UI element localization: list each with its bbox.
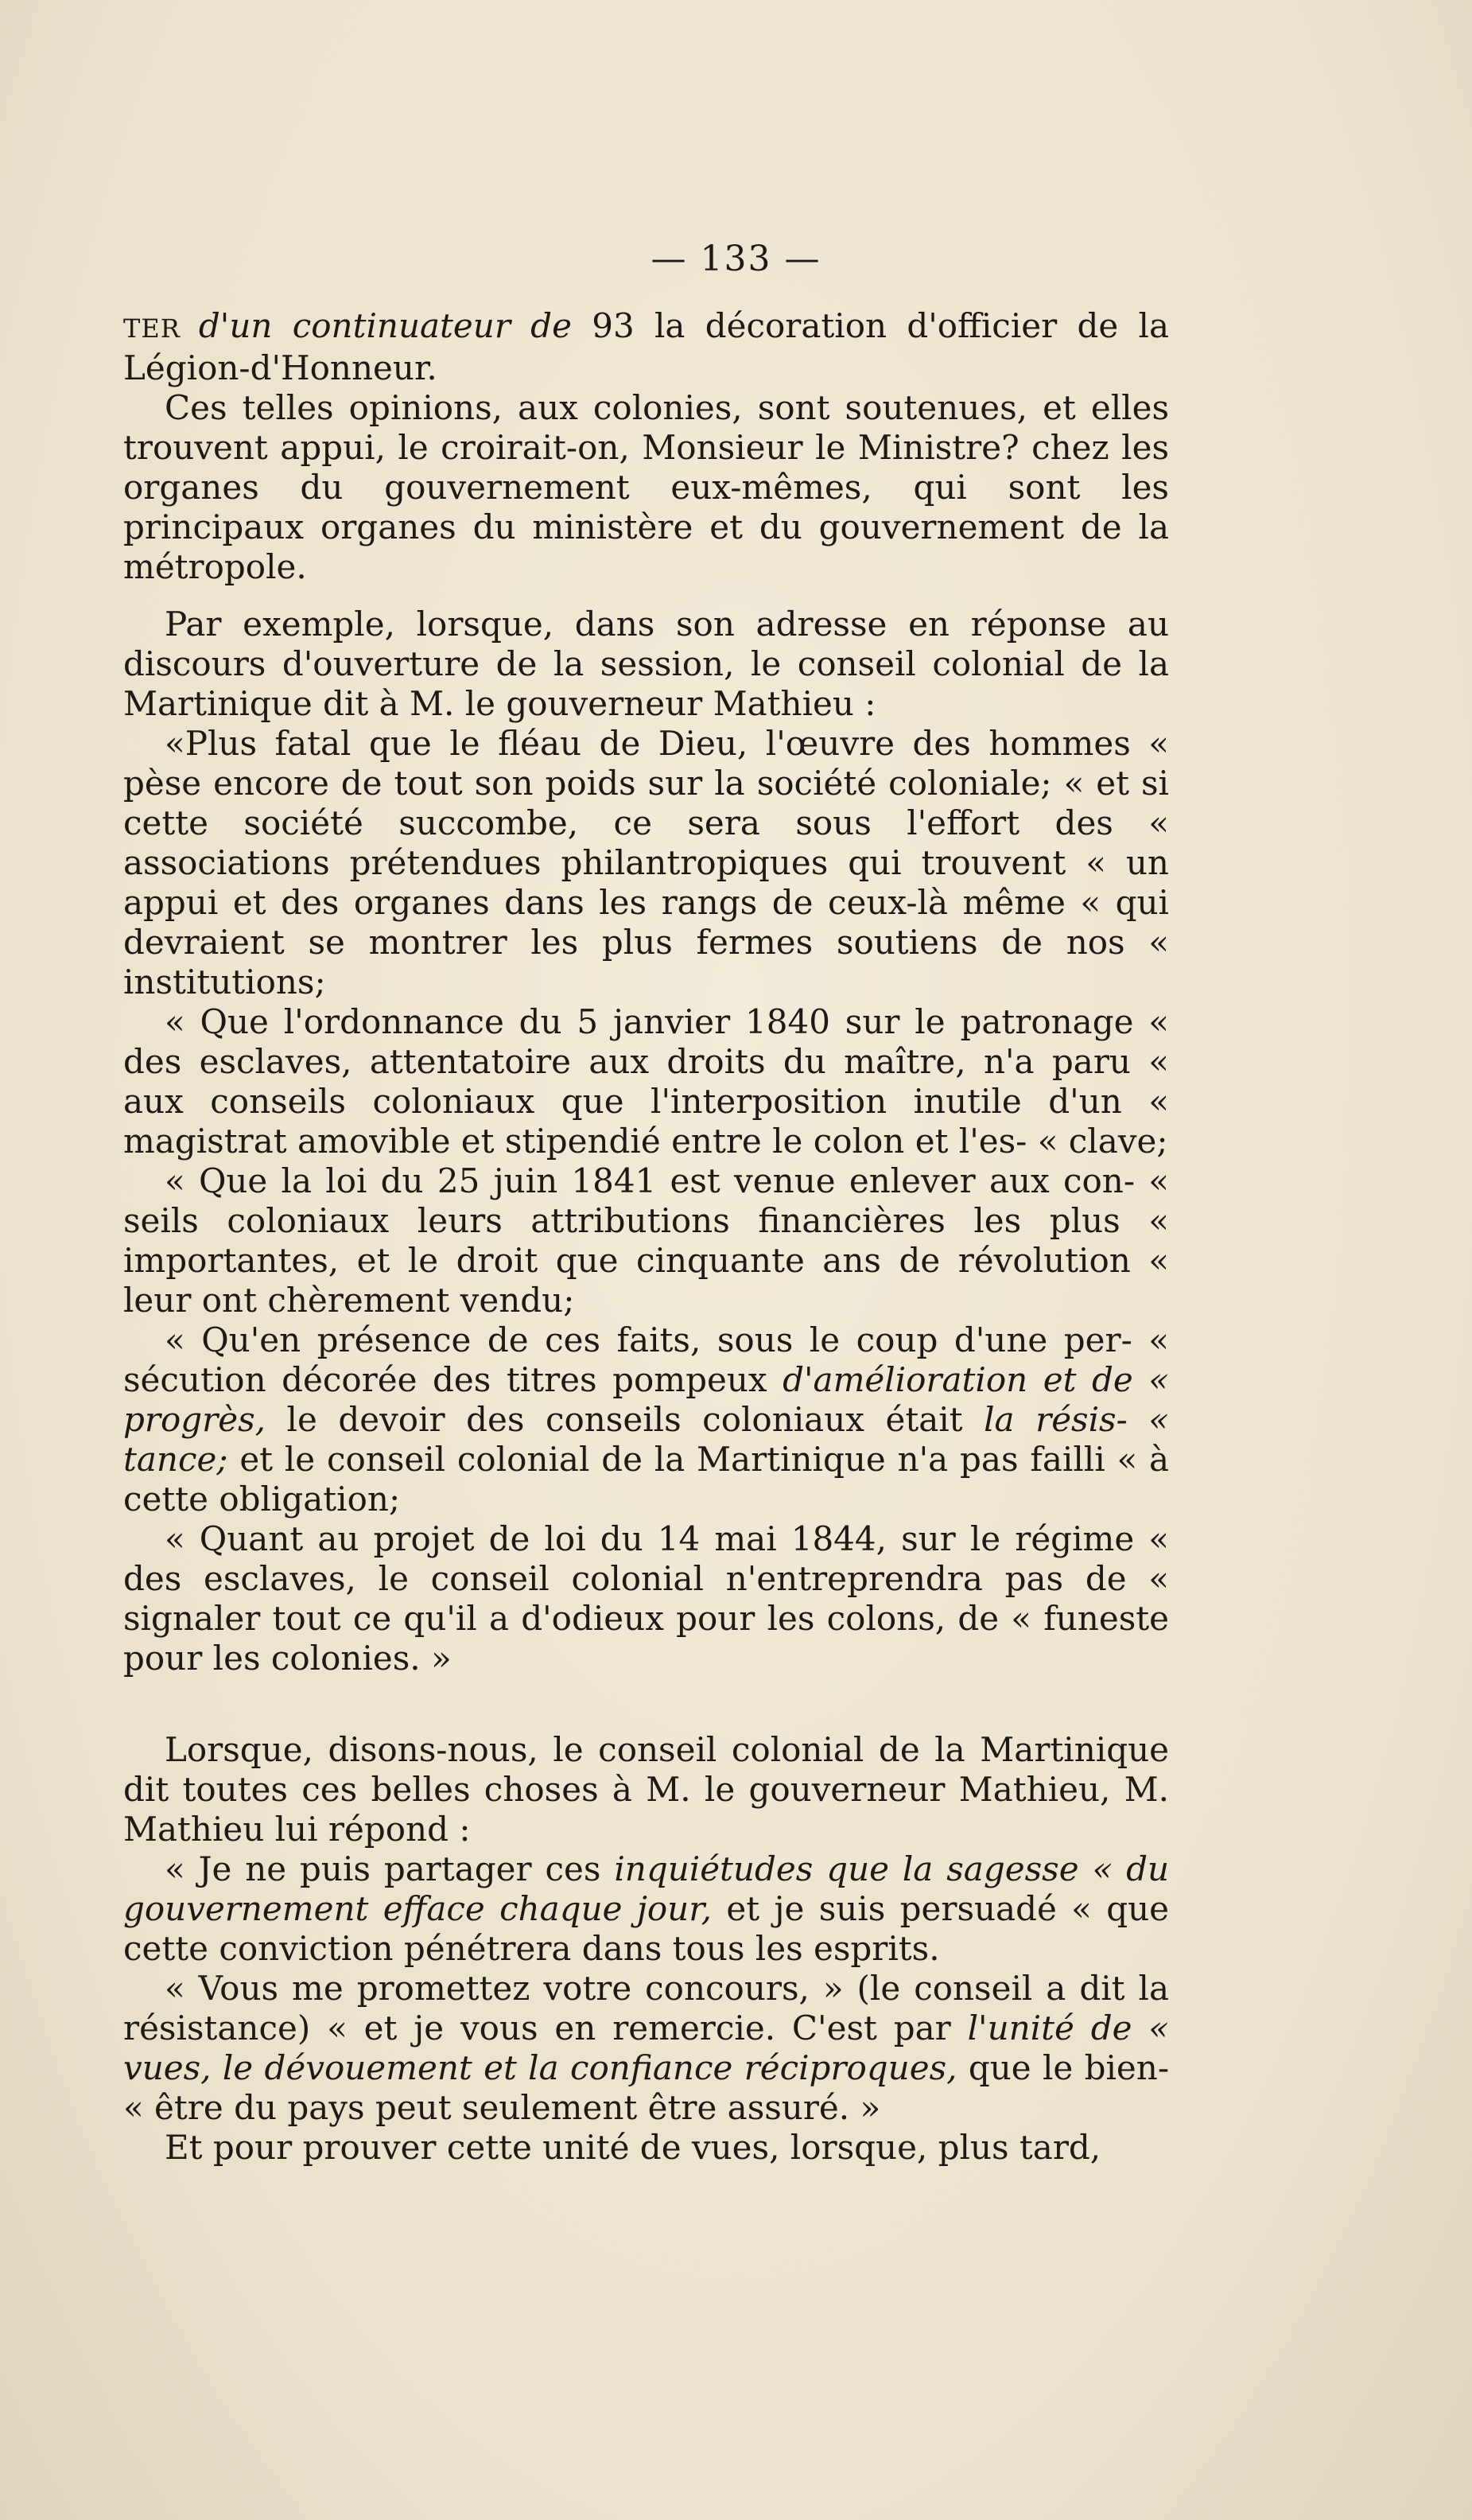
quote-4-italic-b: la résis- « tance; (123, 1400, 1170, 1479)
quote-4-part-a: « Qu'en présence de ces faits, sous le coup d'une per- « sécution décorée des titres pompeux (123, 1320, 1169, 1399)
reply-2-part-a: « Vous me promettez votre concours, » (le conseil a dit la résistance) « et je vous en remercie. C'est par (123, 1969, 1169, 2048)
quote-paragraph-4 (123, 1320, 1169, 1519)
reply-paragraph-2 (123, 1969, 1169, 2128)
page-number: — 133 — (651, 239, 821, 279)
quote-paragraph-5: « Quant au projet de loi du 14 mai 1844, sur le régime « des esclaves, le conseil colonial n'entreprendra pas de « signaler tout ce qu'il a d'odieux pour les colons, de « funeste pour les colonies. » (123, 1519, 1169, 1678)
reply-1-italic: inquiétudes que la sagesse « du gouvernement efface chaque jour, (123, 1849, 1170, 1928)
quote-paragraph-2: « Que l'ordonnance du 5 janvier 1840 sur le patronage « des esclaves, attentatoire aux droits du maître, n'a paru « aux conseils coloniaux que l'interposition inutile d'un « magistrat amovible et stipendié entre le colon et l'es- « clave; (123, 1002, 1169, 1161)
paragraph-1-end: 93 la décoration d'officier de la Légion-d'Honneur. (123, 306, 1169, 387)
reply-1-part-a: « Je ne puis partager ces (165, 1849, 615, 1888)
quote-paragraph-3: « Que la loi du 25 juin 1841 est venue enlever aux con- « seils coloniaux leurs attributions financières les plus « importantes, et le droit que cinquante ans de révolution « leur ont chèrement vendu; (123, 1161, 1169, 1320)
paragraph-2: Ces telles opinions, aux colonies, sont soutenues, et elles trouvent appui, le croirait-on, Monsieur le Ministre? chez les organes du gouvernement eux-mêmes, qui sont les principaux organes du ministère et du gouvernement de la métropole. (123, 388, 1169, 586)
paragraph-4: Lorsque, disons-nous, le conseil colonial de la Martinique dit toutes ces belles choses à M. le gouverneur Mathieu, M. Mathieu lui répond : (123, 1730, 1169, 1849)
quote-paragraph-1: «Plus fatal que le fléau de Dieu, l'œuvre des hommes « pèse encore de tout son poids sur la société coloniale; « et si cette société succombe, ce sera sous l'effort des « associations prétendues philantropiques qui trouvent « un appui et des organes dans les rangs de ceux-là même « qui devraient se montrer les plus fermes soutiens de nos « institutions; (123, 724, 1169, 1001)
paragraph-1-italic: d'un continuateur de (198, 306, 572, 345)
reply-2-part-c: que le bien- « être du pays peut seulement être assuré. » (123, 2048, 1170, 2127)
paragraph-1-start: TER (123, 313, 199, 344)
paragraph-1 (123, 306, 1169, 388)
quote-4-italic-a: d'amélioration et de « progrès, (123, 1360, 1169, 1439)
reply-paragraph-1 (123, 1849, 1169, 1969)
reply-2-italic: l'unité de « vues, le dévouement et la confiance réciproques, (123, 2009, 1169, 2087)
text-block-bottom (123, 1730, 1169, 2168)
quote-4-part-e: et le conseil colonial de la Martinique n'a pas failli « à cette obligation; (123, 1440, 1169, 1519)
paragraph-3: Par exemple, lorsque, dans son adresse en réponse au discours d'ouverture de la session, le conseil colonial de la Martinique dit à M. le gouverneur Mathieu : (123, 605, 1169, 723)
reply-1-part-c: et je suis persuadé « que cette conviction pénétrera dans tous les esprits. (123, 1889, 1170, 1968)
quote-4-part-c: le devoir des conseils coloniaux était (265, 1400, 985, 1439)
paragraph-5: Et pour prouver cette unité de vues, lorsque, plus tard, (165, 2128, 1101, 2167)
text-block-top (123, 306, 1169, 1678)
